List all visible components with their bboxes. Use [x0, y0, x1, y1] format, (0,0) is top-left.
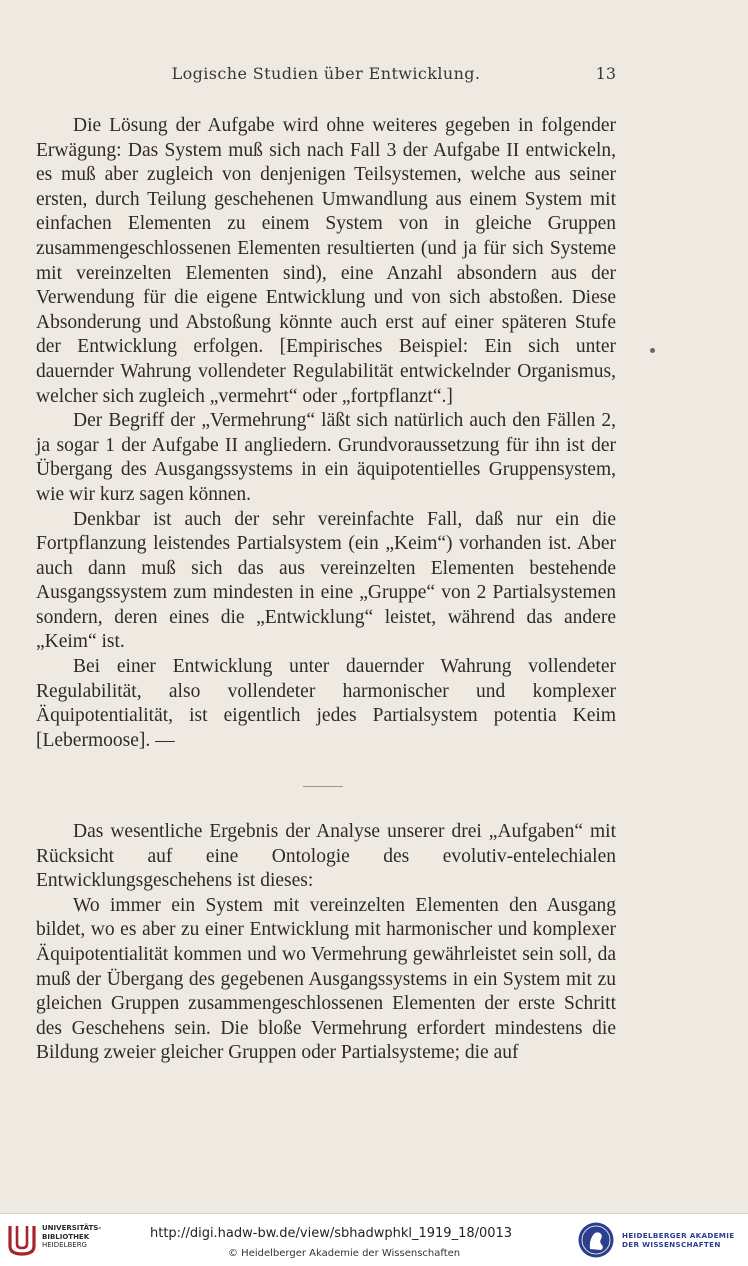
copyright-notice: © Heidelberger Akademie der Wissenschaften [228, 1248, 461, 1259]
running-title: Logische Studien über Entwicklung. [171, 64, 481, 83]
academy-name-line: DER WISSENSCHAFTEN [622, 1240, 721, 1249]
library-name-line: UNIVERSITÄTS- [42, 1224, 102, 1232]
paragraph: Der Begriff der „Vermehrung“ läßt sich natürlich auch den Fällen 2, ja sogar 1 der Aufgabe II angliedern. Grundvoraussetzung für ihn ist der Übergang des Ausgangssystems in ein äquipotentielles Gruppensystem, wie wir kurz sagen können. [36, 410, 616, 505]
academy-seal-icon [577, 1221, 615, 1259]
permalink-url[interactable]: http://digi.hadw-bw.de/view/sbhadwphkl_1919_18/0013 [150, 1226, 513, 1241]
margin-mark [650, 348, 655, 353]
viewer-footer [0, 1213, 748, 1266]
paragraph: Wo immer ein System mit vereinzelten Elementen den Ausgang bildet, wo es aber zu einer Entwicklung mit harmonischer und komplexer Äquipotentialität kommen und wo Vermehrung gewährleistet sein soll, da muß der Übergang des gegebenen Ausgangssystems in ein System mit zu gleichen Gruppen zusammengeschlossenen Elementen der erste Schritt des Geschehens sein. Die bloße Vermehrung erfordert mindestens die Bildung zweier gleicher Gruppen oder Partialsysteme; die auf [36, 894, 616, 1064]
paragraph: Denkbar ist auch der sehr vereinfachte Fall, daß nur ein die Fortpflanzung leistendes Partialsystem (ein „Keim“) vorhanden ist. Aber auch dann muß sich das aus vereinzelten Elementen bestehende Ausgangssystem zum mindesten in eine „Gruppe“ von 2 Partialsystemen sondern, deren eines die „Entwicklung“ leistet, während das andere „Keim“ ist. [36, 508, 616, 653]
page-number: 13 [595, 64, 616, 83]
running-header [36, 64, 616, 88]
academy-name-line: HEIDELBERGER AKADEMIE [622, 1231, 735, 1240]
paragraph: Das wesentliche Ergebnis der Analyse unserer drei „Aufgaben“ mit Rücksicht auf eine Ontologie des evolutiv-entelechialen Entwicklungsgeschehens ist dieses: [36, 821, 616, 892]
paragraph: Bei einer Entwicklung unter dauernder Wahrung vollendeter Regulabilität, also vollendeter harmonischer und komplexer Äquipotentialität, ist eigentlich jedes Partialsystem potentia Keim [Lebermoose]. — [36, 656, 616, 751]
text-block-top [36, 114, 616, 753]
library-name-line: HEIDELBERG [42, 1241, 87, 1249]
library-name [42, 1224, 101, 1250]
section-separator [303, 786, 343, 787]
text-block-bottom [36, 820, 616, 1066]
paragraph: Die Lösung der Aufgabe wird ohne weiteres gegeben in folgender Erwägung: Das System muß sich nach Fall 3 der Aufgabe II entwickeln, es muß aber zugleich von denjenigen Teilsystemen, welche aus seiner ersten, durch Teilung geschehenen Umwandlung aus einem System mit einfachen Elementen zu einem System von in gleiche Gruppen zusammengeschlossenen Elementen resultierten (und ja für sich Systeme mit vereinzelten Elementen sind), eine Anzahl absondern aus der Verwendung für die eigene Entwicklung und von sich abstoßen. Diese Absonderung und Abstoßung könnte auch erst auf einer späteren Stufe der Entwicklung erfolgen. [Empirisches Beispiel: Ein sich unter dauernder Wahrung vollendeter Regulabilität entwickelnder Organismus, welcher sich zugleich „vermehrt“ oder „fortpflanzt“.] [36, 115, 616, 407]
library-name-line: BIBLIOTHEK [42, 1232, 90, 1241]
academy-name [622, 1231, 734, 1249]
university-library-logo-icon [6, 1222, 38, 1258]
